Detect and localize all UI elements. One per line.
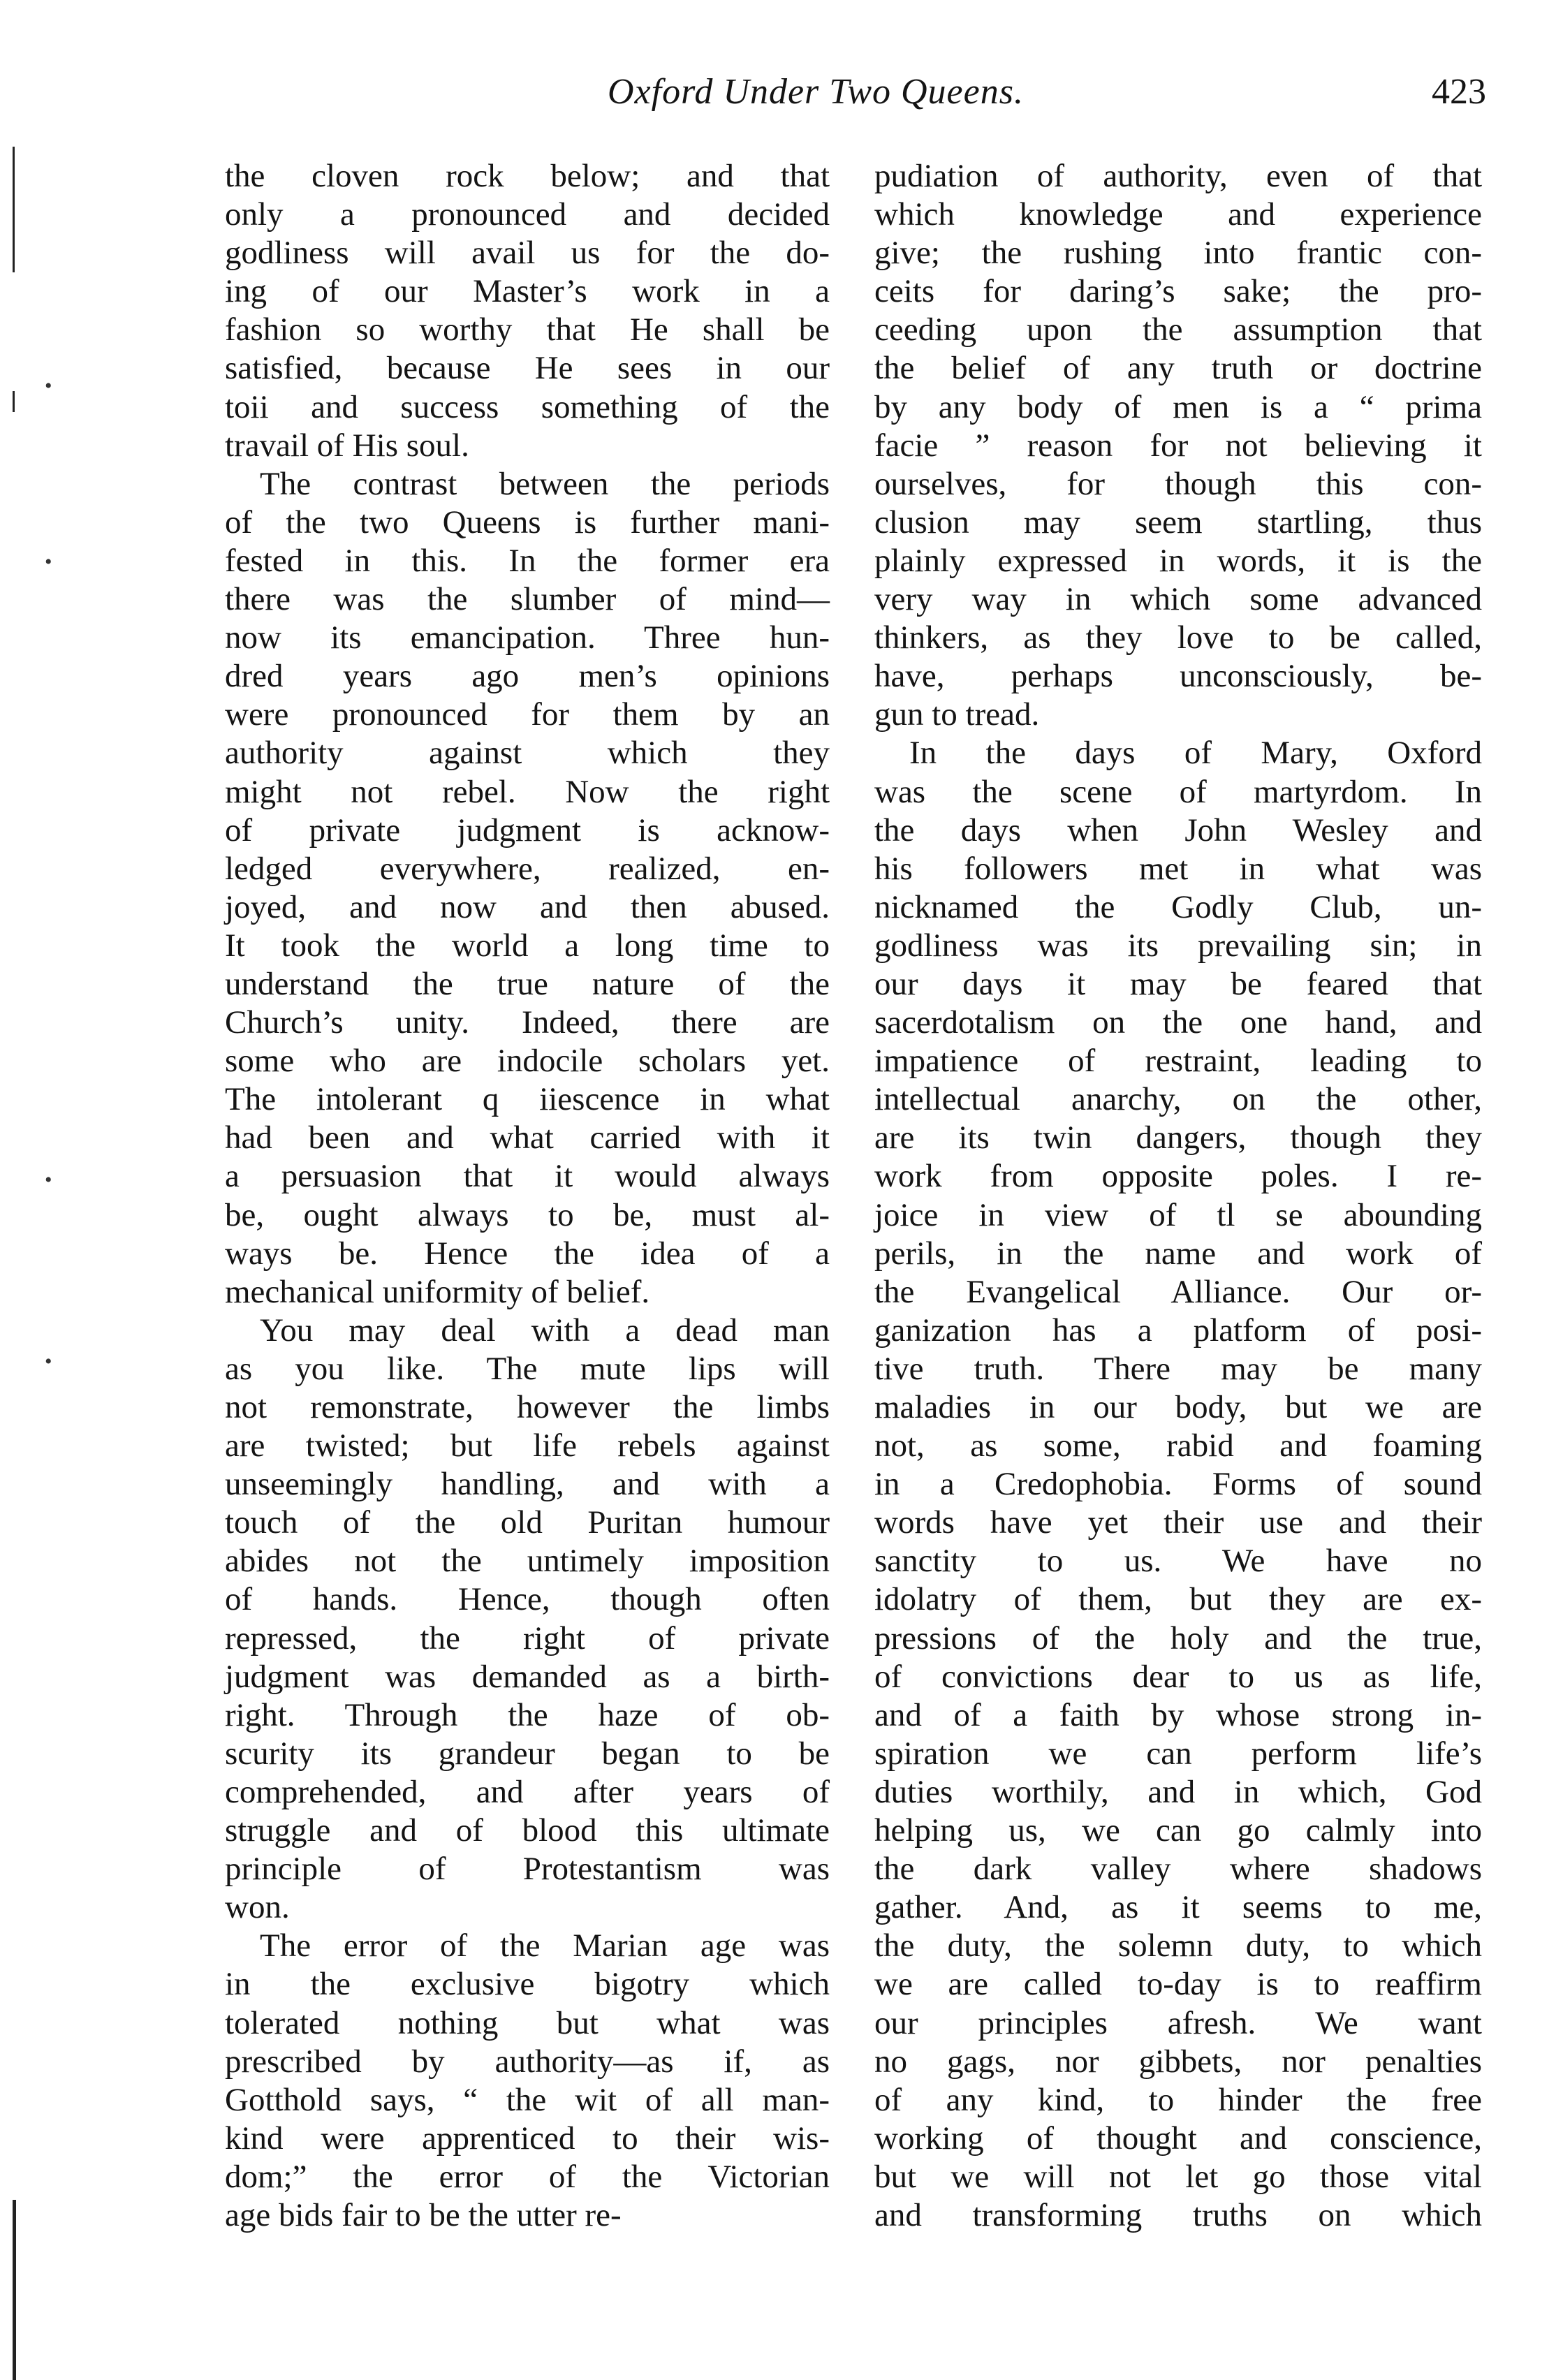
text-line: touch of the old Puritan humour [225,1504,830,1541]
text-line: comprehended, and after years of [225,1773,830,1810]
text-line: give; the rushing into frantic con- [874,235,1482,272]
text-line: dom;” the error of the Victorian [225,2158,830,2195]
text-line: sacerdotalism on the one hand, and [874,1004,1482,1041]
margin-speck: • [45,1168,52,1191]
margin-speck: • [45,1350,52,1373]
text-line: gun to tread. [874,696,1040,733]
text-line: age bids fair to be the utter re- [225,2196,622,2233]
binding-edge-line [13,147,15,272]
text-line: thinkers, as they love to be called, [874,619,1482,656]
text-line: working of thought and conscience, [874,2120,1482,2157]
text-line: the cloven rock below; and that [225,158,830,194]
text-line: but we will not let go those vital [874,2158,1482,2195]
text-line: ganization has a platform of posi- [874,1312,1482,1349]
text-line: kind were apprenticed to their wis- [225,2120,830,2157]
text-line: fashion so worthy that He shall be [225,311,830,348]
text-line: very way in which some advanced [874,581,1482,618]
text-line: understand the true nature of the [225,965,830,1002]
text-line: scurity its grandeur began to be [225,1735,830,1772]
text-line: gather. And, as it seems to me, [874,1889,1482,1926]
text-line: not remonstrate, however the limbs [225,1389,830,1425]
text-line: ceeding upon the assumption that [874,311,1482,348]
text-line: In the days of Mary, Oxford [909,735,1482,772]
margin-speck: • [45,550,52,573]
text-line: are its twin dangers, though they [874,1119,1482,1156]
text-line: of hands. Hence, though often [225,1581,830,1618]
text-line: nicknamed the Godly Club, un- [874,888,1482,925]
text-line: clusion may seem startling, thus [874,504,1482,541]
text-line: principle of Protestantism was [225,1851,830,1888]
text-line: sanctity to us. We have no [874,1543,1482,1580]
text-line: ceits for daring’s sake; the pro- [874,273,1482,310]
text-line: The intolerant q iiescence in what [225,1081,830,1118]
text-line: tolerated nothing but what was [225,2004,830,2041]
margin-speck: • [45,374,52,397]
text-line: some who are indocile scholars yet. [225,1043,830,1080]
text-line: now its emancipation. Three hun- [225,619,830,656]
text-line: his followers met in what was [874,850,1482,887]
text-line: of any kind, to hinder the free [874,2081,1482,2118]
text-line: You may deal with a dead man [260,1312,830,1349]
text-line: be, ought always to be, must al- [225,1196,830,1233]
text-line: impatience of restraint, leading to [874,1043,1482,1080]
text-line: only a pronounced and decided [225,196,830,233]
text-line: ing of our Master’s work in a [225,273,830,310]
text-line: and transforming truths on which [874,2196,1482,2233]
text-line: work from opposite poles. I re- [874,1158,1482,1195]
text-line: and of a faith by whose strong in- [874,1696,1482,1733]
text-line: are twisted; but life rebels against [225,1427,830,1464]
text-line: have, perhaps unconsciously, be- [874,658,1482,695]
text-line: Church’s unity. Indeed, there are [225,1004,830,1041]
text-line: had been and what carried with it [225,1119,830,1156]
text-line: satisfied, because He sees in our [225,350,830,387]
text-line: The contrast between the periods [260,465,830,502]
text-line: by any body of men is a “ prima [874,388,1482,425]
text-line: mechanical uniformity of belief. [225,1273,650,1310]
text-line: helping us, we can go calmly into [874,1812,1482,1849]
text-line: pressions of the holy and the true, [874,1619,1482,1657]
text-line: godliness was its prevailing sin; in [874,927,1482,964]
text-line: as you like. The mute lips will [225,1350,830,1387]
text-line: travail of His soul. [225,427,469,464]
binding-edge-line [13,2200,16,2380]
text-line: abides not the untimely imposition [225,1543,830,1580]
text-line: the dark valley where shadows [874,1851,1482,1888]
text-line: prescribed by authority—as if, as [225,2043,830,2080]
text-line: intellectual anarchy, on the other, [874,1081,1482,1118]
text-column-right [874,157,1482,2235]
text-line: words have yet their use and their [874,1504,1482,1541]
text-line: judgment was demanded as a birth- [225,1658,830,1695]
text-line: dred years ago men’s opinions [225,658,830,695]
text-line: our days it may be feared that [874,965,1482,1002]
text-line: authority against which they [225,735,830,772]
text-line: ways be. Hence the idea of a [225,1235,830,1272]
text-line: was the scene of martyrdom. In [874,773,1482,810]
text-line: the days when John Wesley and [874,811,1482,849]
text-line: maladies in our body, but we are [874,1389,1482,1425]
text-line: joyed, and now and then abused. [225,888,830,925]
text-line: were pronounced for them by an [225,696,830,733]
text-line: right. Through the haze of ob- [225,1696,830,1733]
text-line: there was the slumber of mind— [225,581,830,618]
text-line: of convictions dear to us as life, [874,1658,1482,1695]
text-line: repressed, the right of private [225,1619,830,1657]
text-line: The error of the Marian age was [260,1927,830,1964]
text-line: duties worthily, and in which, God [874,1773,1482,1810]
text-line: the Evangelical Alliance. Our or- [874,1273,1482,1310]
text-line: might not rebel. Now the right [225,773,830,810]
running-head: Oxford Under Two Queens. [608,72,1024,112]
text-line: joice in view of tl se abounding [874,1196,1482,1233]
text-line: which knowledge and experience [874,196,1482,233]
text-line: toii and success something of the [225,388,830,425]
text-line: the belief of any truth or doctrine [874,350,1482,387]
binding-edge-line [13,391,15,412]
text-line: ledged everywhere, realized, en- [225,850,830,887]
text-column-left [225,157,830,2235]
text-line: the duty, the solemn duty, to which [874,1927,1482,1964]
text-line: plainly expressed in words, it is the [874,542,1482,579]
text-line: struggle and of blood this ultimate [225,1812,830,1849]
text-line: idolatry of them, but they are ex- [874,1581,1482,1618]
page-number: 423 [1432,72,1486,112]
text-line: we are called to-day is to reaffirm [874,1966,1482,2003]
text-line: won. [225,1889,290,1926]
text-line: not, as some, rabid and foaming [874,1427,1482,1464]
text-line: a persuasion that it would always [225,1158,830,1195]
text-line: unseemingly handling, and with a [225,1466,830,1503]
text-line: ourselves, for though this con- [874,465,1482,502]
text-line: our principles afresh. We want [874,2004,1482,2041]
text-line: Gotthold says, “ the wit of all man- [225,2081,830,2118]
text-line: spiration we can perform life’s [874,1735,1482,1772]
text-line: in a Credophobia. Forms of sound [874,1466,1482,1503]
text-line: no gags, nor gibbets, nor penalties [874,2043,1482,2080]
text-line: in the exclusive bigotry which [225,1966,830,2003]
text-line: of private judgment is acknow- [225,811,830,849]
text-line: It took the world a long time to [225,927,830,964]
text-line: of the two Queens is further mani- [225,504,830,541]
text-line: pudiation of authority, even of that [874,158,1482,194]
text-line: perils, in the name and work of [874,1235,1482,1272]
text-line: facie ” reason for not believing it [874,427,1482,464]
text-line: godliness will avail us for the do- [225,235,830,272]
text-line: fested in this. In the former era [225,542,830,579]
text-line: tive truth. There may be many [874,1350,1482,1387]
